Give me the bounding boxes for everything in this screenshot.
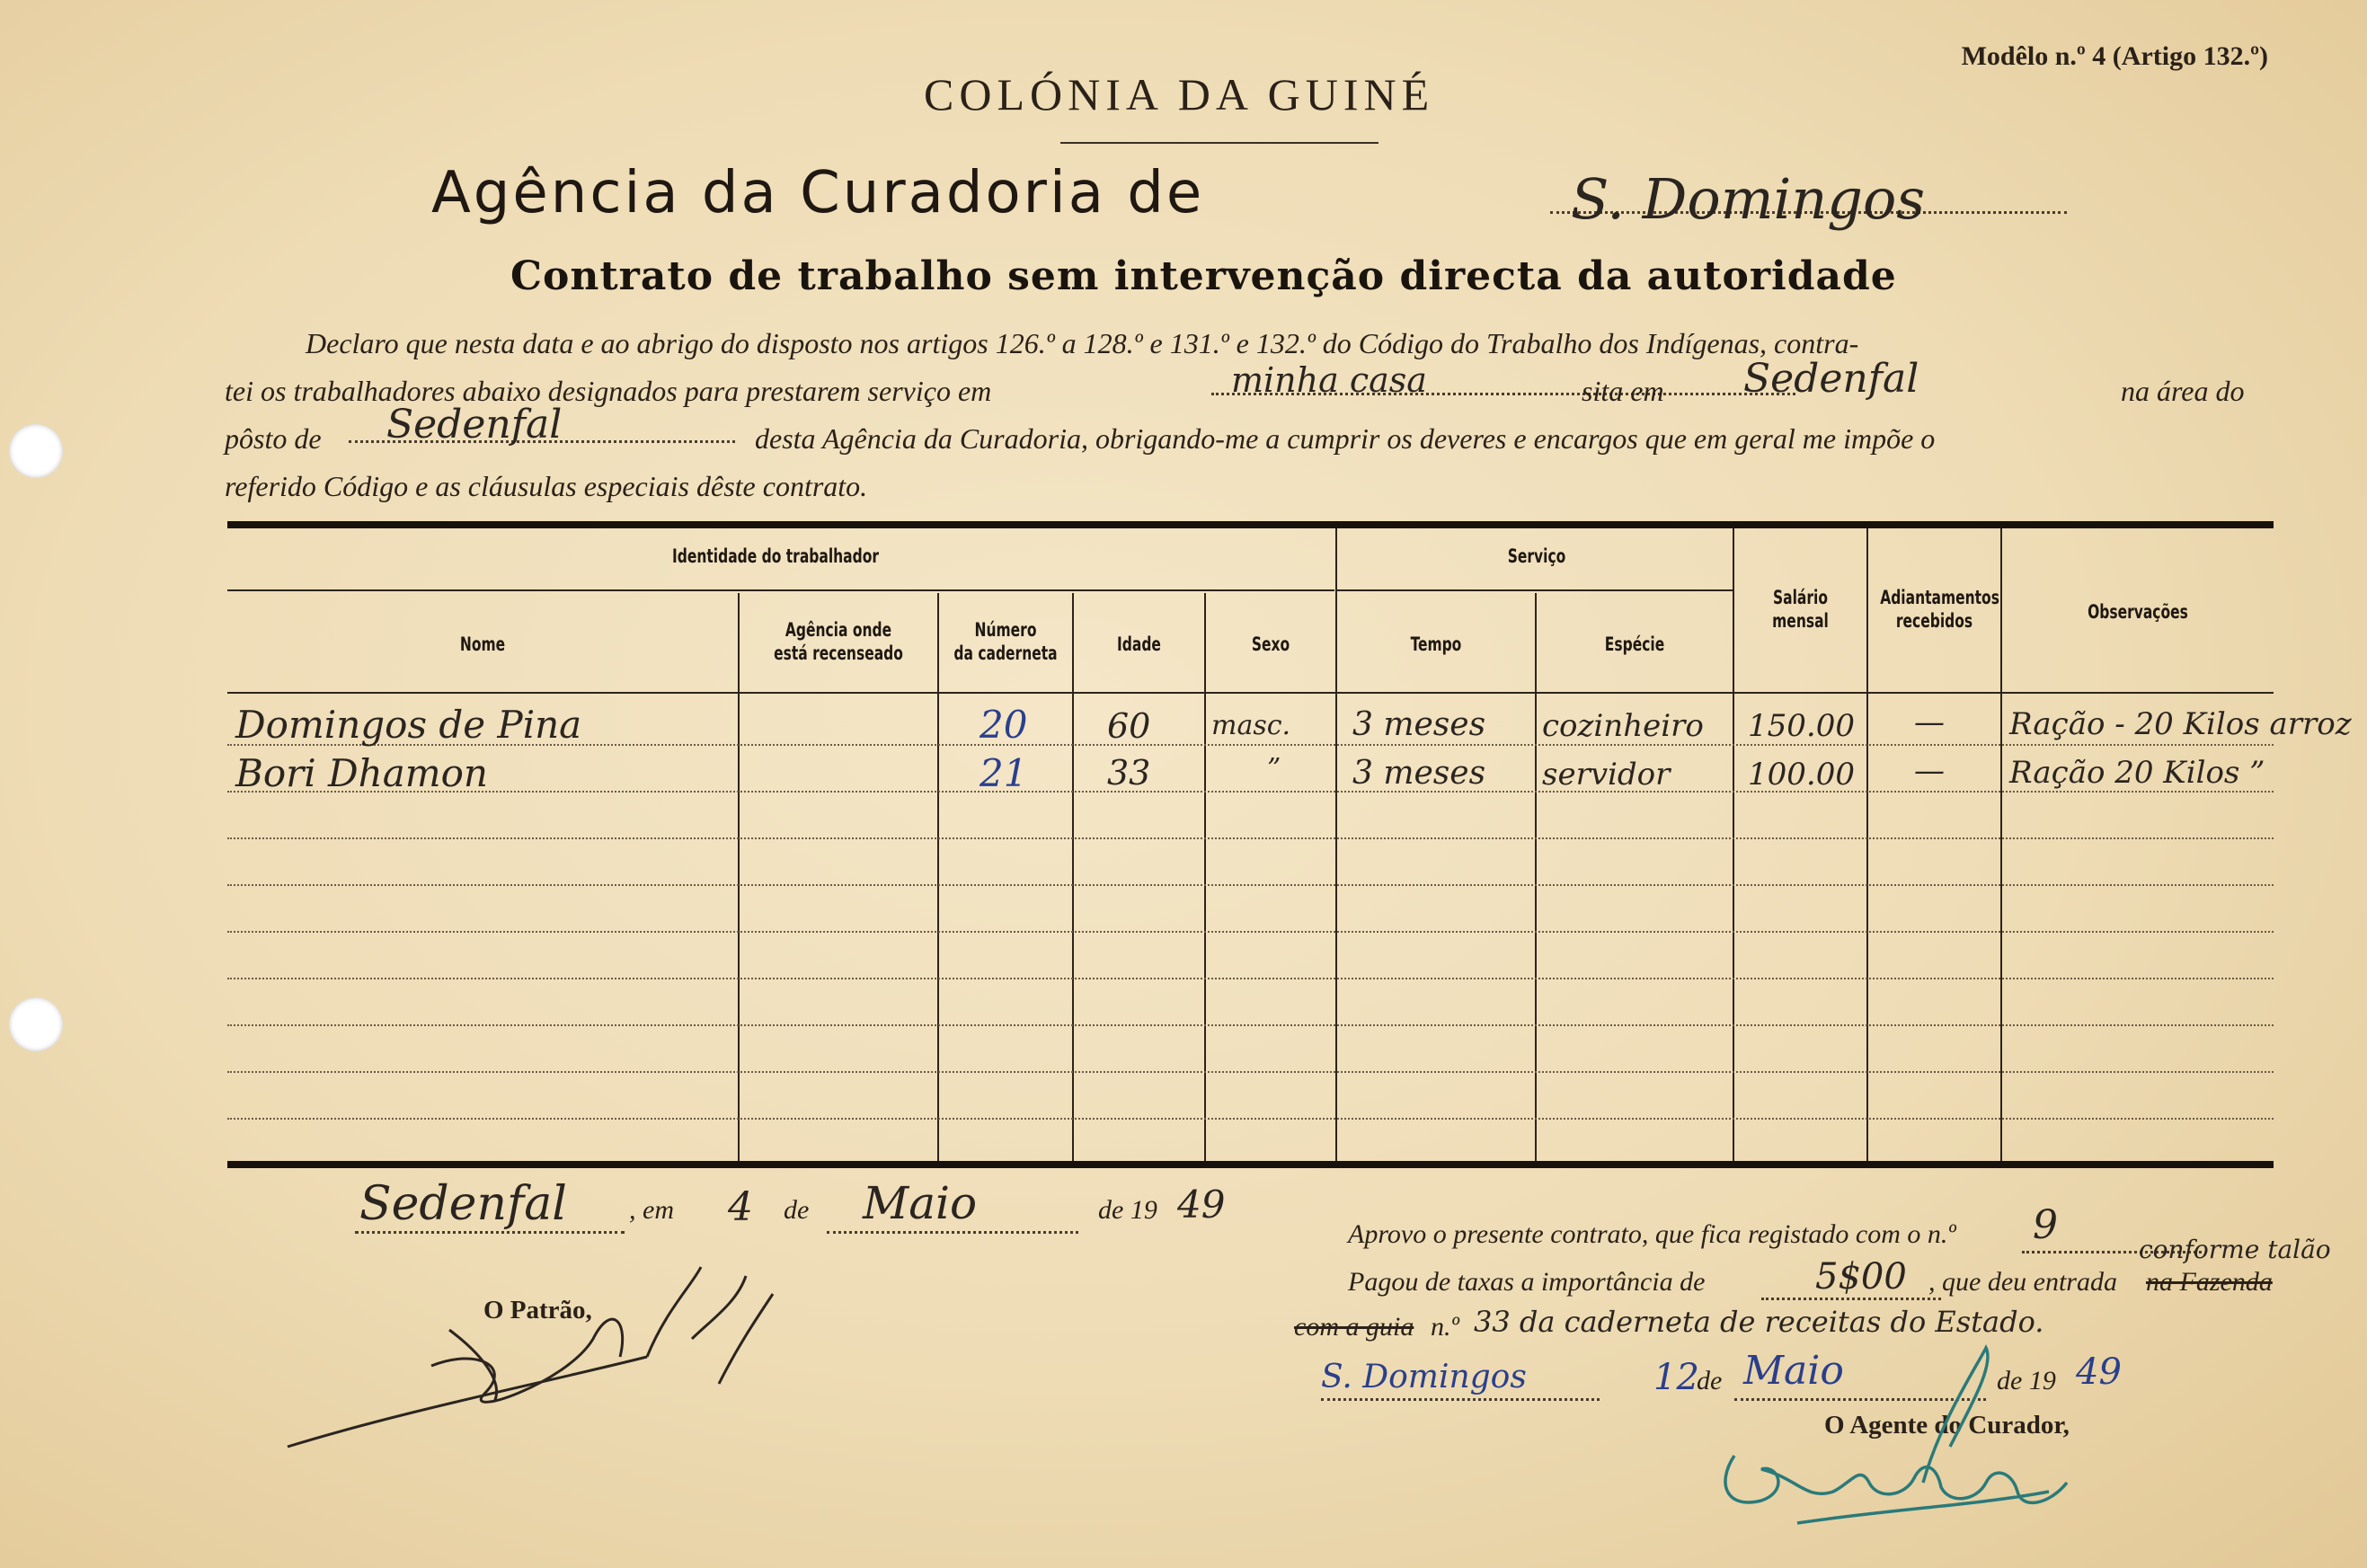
cell-numero: 20 — [980, 703, 1028, 747]
header-numero — [951, 618, 1059, 665]
row-line — [227, 791, 2274, 793]
column-divider — [1866, 528, 1868, 1161]
agent-year-handwritten: 49 — [2076, 1351, 2122, 1393]
agent-place-handwritten: S. Domingos — [1321, 1359, 1527, 1395]
cell-adiantamentos: — — [1914, 753, 1945, 789]
header-tempo: Tempo — [1410, 633, 1462, 655]
column-divider — [738, 593, 740, 1161]
guia-struck-text: com a guia — [1294, 1312, 1414, 1342]
header-agencia-line: está recenseado — [774, 642, 903, 664]
declaration-text: sita em — [1582, 375, 1664, 407]
column-divider — [1204, 593, 1206, 1161]
footer-text: de — [784, 1195, 810, 1225]
declaration-line — [225, 402, 2274, 463]
cell-nome: Bori Dhamon — [235, 751, 488, 795]
header-idade: Idade — [1117, 633, 1161, 655]
agent-text: de — [1697, 1366, 1723, 1395]
footer-place-handwritten: Sedenfal — [359, 1177, 567, 1231]
cell-especie: cozinheiro — [1542, 708, 1704, 744]
agent-day-handwritten: 12 — [1653, 1357, 1699, 1398]
header-adiantamentos — [1880, 586, 1999, 633]
cell-salario: 150.00 — [1748, 708, 1855, 744]
post-handwritten: Sedenfal — [386, 402, 563, 447]
column-divider — [1535, 593, 1537, 1161]
row-line — [227, 837, 2274, 839]
header-identity: Identidade do trabalhador — [672, 545, 879, 567]
header-divider — [227, 589, 1334, 591]
footer-text: de 19 — [1098, 1195, 1157, 1225]
patrao-signature — [270, 1249, 845, 1465]
punch-hole — [9, 424, 63, 478]
model-reference: Modêlo n.º 4 (Artigo 132.º) — [1961, 41, 2268, 71]
header-numero-line: Número — [974, 619, 1037, 641]
cell-salario: 100.00 — [1748, 757, 1855, 793]
header-sexo: Sexo — [1251, 633, 1290, 655]
header-observacoes: Observações — [2088, 601, 2188, 623]
header-salario-line: mensal — [1772, 610, 1829, 632]
header-nome: Nome — [459, 633, 506, 655]
guia-handwritten: 33 da caderneta de receitas do Estado. — [1474, 1305, 2044, 1339]
taxes-tail: , que deu entrada — [1928, 1267, 2117, 1297]
row-line — [227, 1071, 2274, 1073]
row-line — [227, 884, 2274, 886]
footer-year-handwritten: 49 — [1177, 1183, 1226, 1227]
table-top-rule — [227, 521, 2274, 528]
header-numero-line: da caderneta — [953, 642, 1058, 664]
fill-line — [1761, 1298, 1941, 1300]
colony-title: COLÓNIA DA GUINÉ — [924, 69, 1435, 120]
taxes-correction-handwritten: conforme talão — [2139, 1235, 2331, 1264]
header-agencia-line: Agência onde — [785, 619, 892, 641]
service-place-handwritten: minha casa — [1231, 360, 1427, 400]
cell-especie: servidor — [1542, 757, 1671, 793]
agent-signature — [1707, 1330, 2085, 1537]
declaration-text: Declaro que nesta data e ao abrigo do disposto nos artigos 126.º a 128.º e 131.º e 132.º do Código do Trabalho dos Indígenas, contra- — [306, 327, 1859, 359]
cell-observacoes: Ração - 20 Kilos arroz — [2009, 706, 2352, 742]
header-adiantamentos-line: Adiantamentos — [1880, 587, 1999, 608]
punch-hole — [9, 997, 63, 1051]
taxes-amount-handwritten: 5$00 — [1815, 1256, 1907, 1298]
header-salario — [1746, 586, 1855, 633]
agency-place-handwritten: S. Domingos — [1571, 166, 1926, 232]
cell-adiantamentos: — — [1914, 704, 1945, 740]
row-line — [227, 978, 2274, 979]
agent-text: de 19 — [1997, 1366, 2056, 1395]
column-divider — [2000, 528, 2002, 1161]
agent-month-handwritten: Maio — [1743, 1348, 1844, 1394]
cell-tempo: 3 meses — [1352, 755, 1486, 792]
declaration-text: tei os trabalhadores abaixo designados para prestarem serviço em — [225, 375, 992, 407]
row-line — [227, 931, 2274, 933]
taxes-text: Pagou de taxas a importância de — [1348, 1267, 1706, 1297]
guia-label: n.º — [1431, 1312, 1459, 1342]
declaration-line — [225, 463, 2274, 510]
column-divider — [1335, 528, 1337, 1161]
header-bottom-rule — [227, 692, 2274, 694]
column-divider — [937, 593, 939, 1161]
fill-line — [827, 1231, 1078, 1234]
patrao-label: O Patrão, — [483, 1296, 592, 1324]
row-line — [227, 1024, 2274, 1026]
cell-idade: 60 — [1107, 706, 1151, 746]
approve-text: Aprovo o presente contrato, que fica registado com o n.º — [1348, 1219, 1956, 1249]
header-adiantamentos-line: recebidos — [1895, 610, 1973, 632]
footer-day-handwritten: 4 — [728, 1184, 753, 1230]
header-divider — [1337, 589, 1733, 591]
header-especie: Espécie — [1604, 633, 1665, 655]
cell-tempo: 3 meses — [1352, 706, 1486, 743]
declaration-paragraph — [225, 320, 2274, 510]
taxes-struck-text: na Fazenda — [2146, 1267, 2273, 1297]
header-salario-line: Salário — [1773, 587, 1828, 608]
declaration-text: referido Código e as cláusulas especiais dêste contrato. — [225, 470, 868, 502]
column-divider — [1072, 593, 1074, 1161]
cell-sexo: ” — [1267, 753, 1281, 784]
column-divider — [1733, 528, 1734, 1161]
agency-heading: Agência da Curadoria de — [431, 160, 1205, 226]
approve-number-handwritten: 9 — [2033, 1202, 2058, 1248]
footer-month-handwritten: Maio — [863, 1177, 978, 1229]
contract-title: Contrato de trabalho sem intervenção directa da autoridade — [510, 253, 1897, 299]
table-bottom-rule — [227, 1161, 2274, 1168]
agent-label: O Agente do Curador, — [1824, 1411, 2070, 1440]
cell-nome: Domingos de Pina — [235, 703, 582, 747]
title-rule — [1060, 142, 1379, 144]
footer-text: , em — [629, 1195, 674, 1225]
fill-line — [355, 1231, 625, 1234]
declaration-text: desta Agência da Curadoria, obrigando-me a cumprir os deveres e encargos que em geral me impõe o — [755, 422, 1936, 455]
declaration-text: pôsto de — [225, 422, 322, 455]
cell-numero: 21 — [980, 751, 1028, 795]
cell-sexo: masc. — [1211, 710, 1291, 741]
declaration-text: na área do — [2121, 375, 2245, 407]
header-agencia — [758, 618, 919, 665]
row-line — [227, 1118, 2274, 1120]
cell-observacoes: Ração 20 Kilos ” — [2009, 755, 2265, 791]
location-handwritten: Sedenfal — [1743, 356, 1919, 402]
fill-line — [1321, 1398, 1600, 1401]
header-service: Serviço — [1507, 545, 1566, 567]
cell-idade: 33 — [1107, 753, 1151, 793]
